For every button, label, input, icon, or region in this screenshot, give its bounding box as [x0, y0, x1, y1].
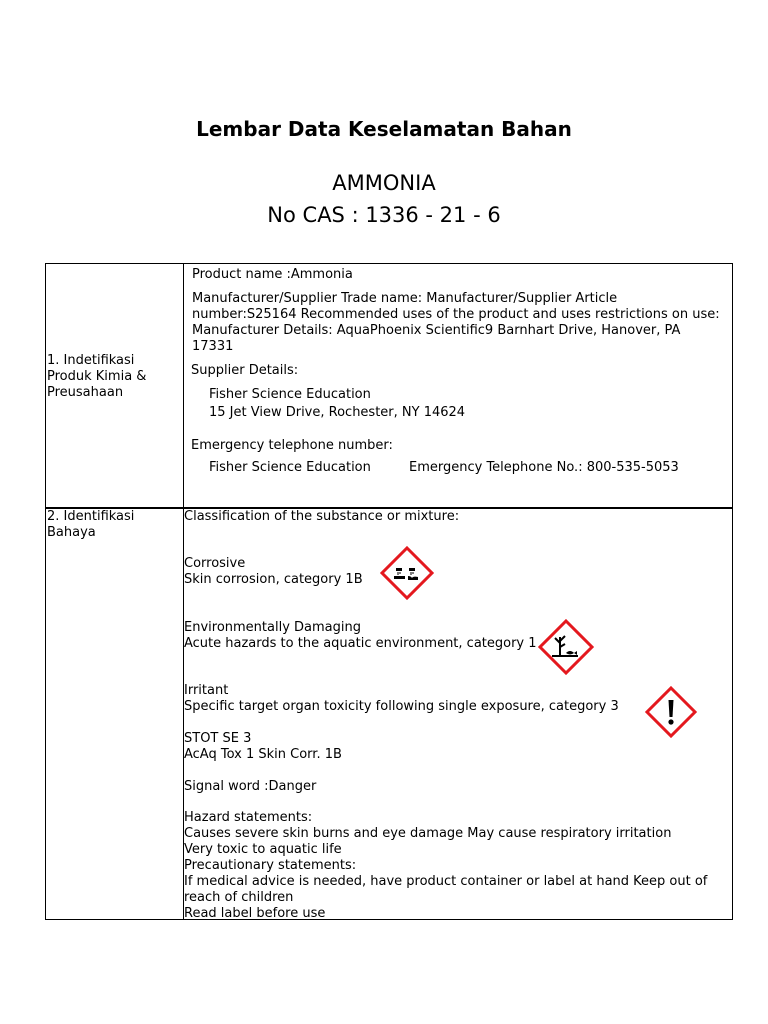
- section2-label: 2. Identifikasi Bahaya: [47, 509, 135, 540]
- manufacturer-line: Manufacturer/Supplier Trade name: Manufacturer/Supplier Article: [192, 291, 618, 306]
- hazard-statement: Causes severe skin burns and eye damage May cause respiratory irritation: [184, 826, 672, 841]
- supplier-address: 15 Jet View Drive, Rochester, NY 14624: [209, 405, 466, 420]
- section1-label: 1. Indetifikasi Produk Kimia & Preusahaan: [47, 353, 147, 400]
- irritant-title: Irritant: [184, 683, 229, 698]
- signal-word: Signal word :Danger: [184, 779, 317, 794]
- precautionary-statement: reach of children: [184, 890, 294, 905]
- precautionary-statements-label: Precautionary statements:: [184, 858, 357, 873]
- hazard-statements-label: Hazard statements:: [184, 810, 313, 825]
- sds-table: [45, 263, 733, 920]
- emergency-phone: Emergency Telephone No.: 800-535-5053: [409, 460, 679, 475]
- environment-pictogram-icon: [538, 619, 594, 675]
- cas-number: No CAS : 1336 - 21 - 6: [267, 203, 501, 227]
- classification-heading: Classification of the substance or mixture:: [184, 509, 460, 524]
- substance-name: AMMONIA: [332, 171, 436, 195]
- emergency-name: Fisher Science Education: [209, 460, 371, 475]
- corrosive-title: Corrosive: [184, 556, 246, 571]
- precautionary-statement: If medical advice is needed, have product container or label at hand Keep out of: [184, 874, 708, 889]
- corrosion-pictogram-icon: [380, 546, 434, 600]
- product-name: Product name :Ammonia: [192, 267, 353, 282]
- corrosive-description: Skin corrosion, category 1B: [184, 572, 363, 587]
- acaq-line: AcAq Tox 1 Skin Corr. 1B: [184, 747, 342, 762]
- irritant-description: Specific target organ toxicity following single exposure, category 3: [184, 699, 619, 714]
- supplier-name: Fisher Science Education: [209, 387, 371, 402]
- document-title: Lembar Data Keselamatan Bahan: [196, 117, 572, 141]
- supplier-label: Supplier Details:: [191, 363, 299, 378]
- emergency-label: Emergency telephone number:: [191, 438, 393, 453]
- stot-line: STOT SE 3: [184, 731, 252, 746]
- manufacturer-line: 17331: [192, 339, 234, 354]
- manufacturer-line: number:S25164 Recommended uses of the product and uses restrictions on use:: [192, 307, 720, 322]
- environment-description: Acute hazards to the aquatic environment, category 1: [184, 636, 537, 651]
- exclamation-pictogram-icon: [645, 686, 697, 738]
- precautionary-statement: Read label before use: [184, 906, 326, 921]
- manufacturer-line: Manufacturer Details: AquaPhoenix Scientific9 Barnhart Drive, Hanover, PA: [192, 323, 681, 338]
- environment-title: Environmentally Damaging: [184, 620, 361, 635]
- hazard-statement: Very toxic to aquatic life: [184, 842, 342, 857]
